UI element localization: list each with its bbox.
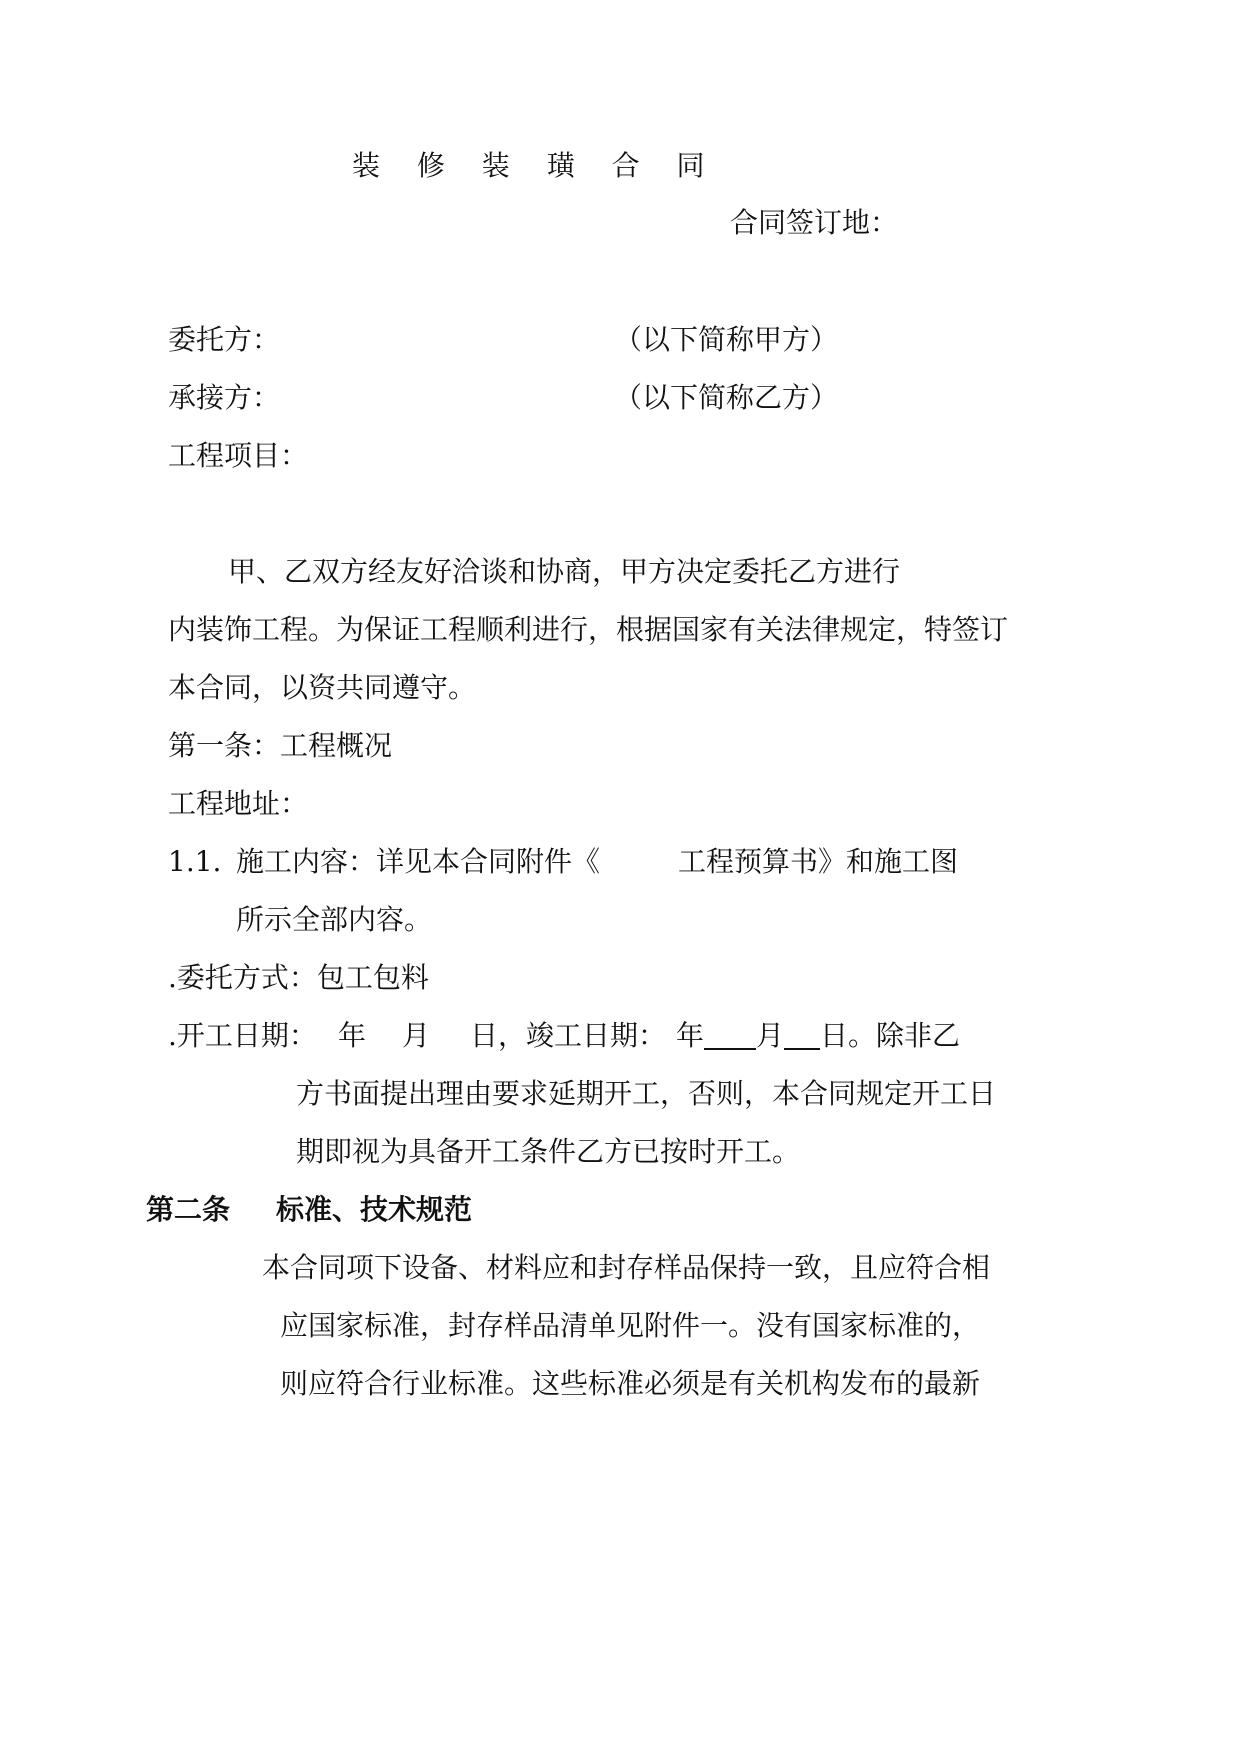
dates-clause-end: 日。除非乙 xyxy=(820,1019,961,1052)
article-2-title: 标准、技术规范 xyxy=(276,1193,473,1226)
start-day-and-completion-label: 日，竣工日期： xyxy=(470,1019,667,1052)
client-note: （以下简称甲方） xyxy=(614,323,839,356)
commission-mode: .委托方式：包工包料 xyxy=(168,961,429,994)
site-address-label: 工程地址： xyxy=(168,787,309,820)
completion-year-label: 年 xyxy=(676,1019,705,1052)
article-2-paragraph-line: 本合同项下设备、材料应和封存样品保持一致，且应符合相 xyxy=(262,1251,991,1284)
completion-month-blank xyxy=(704,1022,756,1050)
item-text: 施工内容：详见本合同附件《 xyxy=(236,845,601,878)
article-2-paragraph-line: 应国家标准，封存样品清单见附件一。没有国家标准的， xyxy=(280,1309,981,1342)
article-2-number: 第二条 xyxy=(146,1193,231,1226)
completion-month-label: 月 xyxy=(756,1019,785,1052)
item-text: 所示全部内容。 xyxy=(236,903,433,936)
dates-clause-line: 期即视为具备开工条件乙方已按时开工。 xyxy=(296,1135,801,1168)
contractor-note: （以下简称乙方） xyxy=(614,381,839,414)
article-2-paragraph-line: 则应符合行业标准。这些标准必须是有关机构发布的最新 xyxy=(280,1367,981,1400)
start-date-label: .开工日期： xyxy=(168,1019,317,1052)
start-month-label: 月 xyxy=(402,1019,431,1052)
completion-day-blank xyxy=(784,1022,820,1050)
intro-paragraph-line: 本合同，以资共同遵守。 xyxy=(168,671,477,704)
contractor-label: 承接方： xyxy=(168,381,281,414)
dates-clause-line: 方书面提出理由要求延期开工，否则，本合同规定开工日 xyxy=(296,1077,997,1110)
item-text: 工程预算书》和施工图 xyxy=(678,845,959,878)
intro-paragraph-line: 内装饰工程。为保证工程顺利进行，根据国家有关法律规定，特签订 xyxy=(168,613,1009,646)
client-label: 委托方： xyxy=(168,323,281,356)
intro-paragraph-line: 甲、乙双方经友好洽谈和协商，甲方决定委托乙方进行 xyxy=(228,555,901,588)
document-title: 装 修 装 璜 合 同 xyxy=(352,149,719,182)
item-number: 1.1. xyxy=(168,845,222,878)
project-label: 工程项目： xyxy=(168,439,309,472)
article-1-title: 第一条：工程概况 xyxy=(168,729,393,762)
start-year-label: 年 xyxy=(338,1019,367,1052)
signing-place-label: 合同签订地： xyxy=(730,206,899,239)
